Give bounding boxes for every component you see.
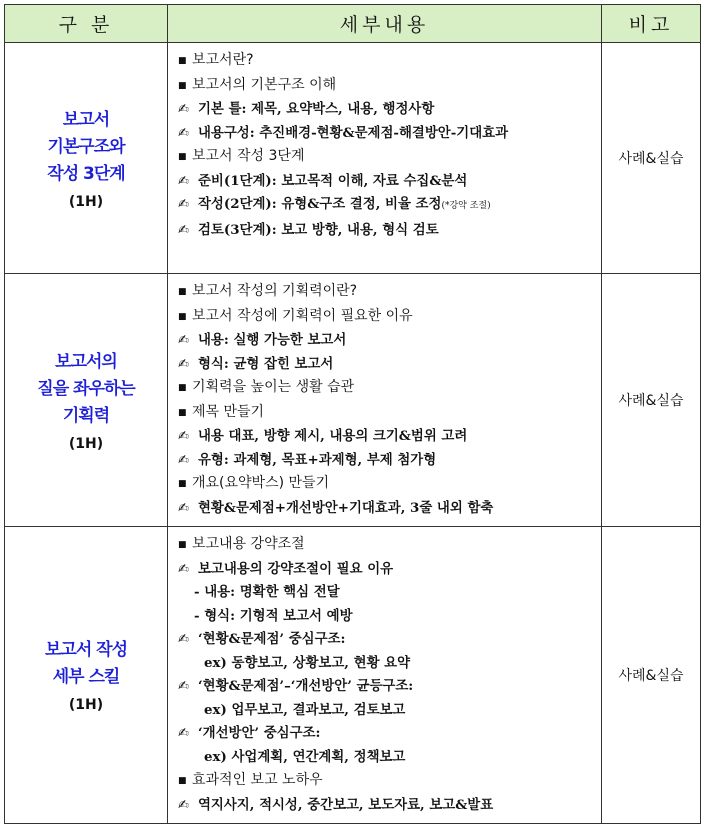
detail-cell bbox=[168, 274, 602, 527]
pencil-hand-icon: ✍ bbox=[178, 333, 189, 348]
line-text: 보고서 작성에 기획력이 필요한 이유 bbox=[192, 307, 413, 324]
line-text: 제목 만들기 bbox=[192, 403, 265, 420]
section-title: 보고서의 질을 좌우하는 기획력 bbox=[37, 351, 135, 426]
pencil-hand-icon: ✍ bbox=[178, 429, 189, 444]
table-row bbox=[5, 527, 701, 824]
line-text: 기획력을 높이는 생활 습관 bbox=[192, 379, 355, 395]
detail-item bbox=[178, 558, 601, 582]
bullet-line bbox=[178, 145, 601, 170]
sub-item bbox=[178, 605, 601, 629]
pencil-hand-icon: ✍ bbox=[178, 197, 189, 212]
section-cell bbox=[5, 274, 168, 527]
detail-item bbox=[178, 628, 601, 652]
line-text: 보고내용의 강약조절이 필요 이유 bbox=[198, 560, 394, 577]
line-text: 형식: 균형 잡힌 보고서 bbox=[198, 355, 334, 372]
detail-item bbox=[178, 170, 601, 194]
pencil-hand-icon: ✍ bbox=[178, 679, 189, 694]
square-bullet-icon: ■ bbox=[178, 152, 187, 162]
bullet-line bbox=[178, 769, 601, 794]
detail-item bbox=[178, 122, 601, 146]
bullet-line bbox=[178, 472, 601, 497]
pencil-hand-icon: ✍ bbox=[178, 173, 189, 189]
header-category: 구 분 bbox=[5, 5, 168, 43]
line-text: - 내용: 명확한 핵심 전달 bbox=[194, 584, 340, 600]
detail-item bbox=[178, 353, 601, 377]
line-text: 내용구성: 추진배경-현황&문제점-해결방안-기대효과 bbox=[198, 124, 509, 141]
pencil-hand-icon: ✍ bbox=[178, 222, 189, 238]
square-bullet-icon: ■ bbox=[178, 80, 187, 91]
line-text: ‘현황&문제점’ 중심구조: bbox=[198, 631, 346, 647]
pencil-hand-icon: ✍ bbox=[178, 500, 189, 516]
pencil-hand-icon: ✍ bbox=[178, 125, 189, 141]
header-remarks: 비고 bbox=[602, 5, 701, 43]
example-line bbox=[178, 652, 601, 676]
bullet-line bbox=[178, 280, 601, 305]
example-line bbox=[178, 746, 601, 770]
line-note: (*강약 조절) bbox=[441, 201, 491, 211]
pencil-hand-icon: ✍ bbox=[178, 561, 189, 577]
line-text: 보고서의 기본구조 이해 bbox=[192, 76, 337, 93]
detail-item bbox=[178, 98, 601, 122]
pencil-hand-icon: ✍ bbox=[178, 452, 189, 468]
detail-item bbox=[178, 794, 601, 818]
header-row bbox=[5, 5, 701, 43]
line-text: ‘개선방안’ 중심구조: bbox=[198, 725, 321, 741]
line-text: ‘현황&문제점’–‘개선방안’ 균등구조: bbox=[198, 678, 414, 694]
detail-item bbox=[178, 329, 601, 353]
section-hours: (1H) bbox=[68, 435, 104, 452]
detail-item bbox=[178, 425, 601, 449]
square-bullet-icon: ■ bbox=[178, 776, 187, 786]
section-cell bbox=[5, 43, 168, 274]
square-bullet-icon: ■ bbox=[178, 311, 187, 322]
line-text: 내용 대표, 방향 제시, 내용의 크기&범위 고려 bbox=[198, 428, 468, 444]
line-text: 준비(1단계): 보고목적 이해, 자료 수집&분석 bbox=[198, 172, 468, 189]
bullet-line bbox=[178, 49, 601, 74]
square-bullet-icon: ■ bbox=[178, 383, 187, 393]
section-hours: (1H) bbox=[68, 697, 104, 713]
detail-item bbox=[178, 497, 601, 521]
table-row bbox=[5, 43, 701, 274]
line-text: ex) 업무보고, 결과보고, 검토보고 bbox=[204, 701, 406, 718]
square-bullet-icon: ■ bbox=[178, 479, 187, 489]
bullet-line bbox=[178, 305, 601, 330]
detail-cell bbox=[168, 527, 602, 824]
detail-item bbox=[178, 675, 601, 699]
remarks-cell: 사례&실습 bbox=[602, 274, 701, 527]
detail-item bbox=[178, 219, 601, 243]
line-text: 보고서란? bbox=[192, 52, 254, 68]
line-text: 검토(3단계): 보고 방향, 내용, 형식 검토 bbox=[198, 221, 439, 238]
line-text: 보고내용 강약조절 bbox=[192, 536, 305, 552]
section-title: 보고서 작성 세부 스킬 bbox=[44, 640, 128, 687]
bullet-line bbox=[178, 401, 601, 426]
line-text: 역지사지, 적시성, 중간보고, 보도자료, 보고&발표 bbox=[198, 796, 494, 813]
pencil-hand-icon: ✍ bbox=[178, 797, 189, 813]
line-text: 개요(요약박스) 만들기 bbox=[192, 475, 330, 491]
bullet-line bbox=[178, 74, 601, 99]
remarks-cell: 사례&실습 bbox=[602, 527, 701, 824]
section-hours: (1H) bbox=[68, 193, 104, 210]
section-title: 보고서 기본구조와 작성 3단계 bbox=[47, 109, 125, 184]
sub-item bbox=[178, 581, 601, 605]
header-details: 세부내용 bbox=[168, 5, 602, 43]
table-header bbox=[5, 5, 701, 43]
detail-item bbox=[178, 449, 601, 473]
line-text: - 형식: 기형적 보고서 예방 bbox=[194, 607, 353, 624]
line-text: 작성(2단계): 유형&구조 결정, 비율 조정 bbox=[198, 196, 442, 212]
curriculum-table bbox=[4, 4, 701, 824]
line-text: ex) 사업계획, 연간계획, 정책보고 bbox=[204, 748, 406, 765]
line-text: 유형: 과제형, 목표+과제형, 부제 첨가형 bbox=[198, 451, 437, 468]
square-bullet-icon: ■ bbox=[178, 287, 187, 297]
bullet-line bbox=[178, 376, 601, 401]
table-row bbox=[5, 274, 701, 527]
square-bullet-icon: ■ bbox=[178, 407, 187, 418]
line-text: ex) 동향보고, 상황보고, 현황 요약 bbox=[204, 654, 411, 671]
line-text: 보고서 작성의 기획력이란? bbox=[192, 283, 358, 299]
detail-cell bbox=[168, 43, 602, 274]
pencil-hand-icon: ✍ bbox=[178, 356, 189, 372]
square-bullet-icon: ■ bbox=[178, 56, 187, 66]
line-text: 기본 틀: 제목, 요약박스, 내용, 행정사항 bbox=[198, 101, 435, 117]
square-bullet-icon: ■ bbox=[178, 540, 187, 550]
line-text: 보고서 작성 3단계 bbox=[192, 148, 305, 164]
remarks-cell: 사례&실습 bbox=[602, 43, 701, 274]
pencil-hand-icon: ✍ bbox=[178, 632, 189, 647]
bullet-line bbox=[178, 533, 601, 558]
pencil-hand-icon: ✍ bbox=[178, 102, 189, 117]
line-text: 현황&문제점+개선방안+기대효과, 3줄 내외 함축 bbox=[198, 499, 494, 516]
detail-item bbox=[178, 722, 601, 746]
detail-item bbox=[178, 193, 601, 219]
section-cell bbox=[5, 527, 168, 824]
line-text: 내용: 실행 가능한 보고서 bbox=[198, 332, 347, 348]
table-body bbox=[5, 43, 701, 824]
example-line bbox=[178, 699, 601, 723]
line-text: 효과적인 보고 노하우 bbox=[192, 772, 323, 788]
pencil-hand-icon: ✍ bbox=[178, 726, 189, 741]
